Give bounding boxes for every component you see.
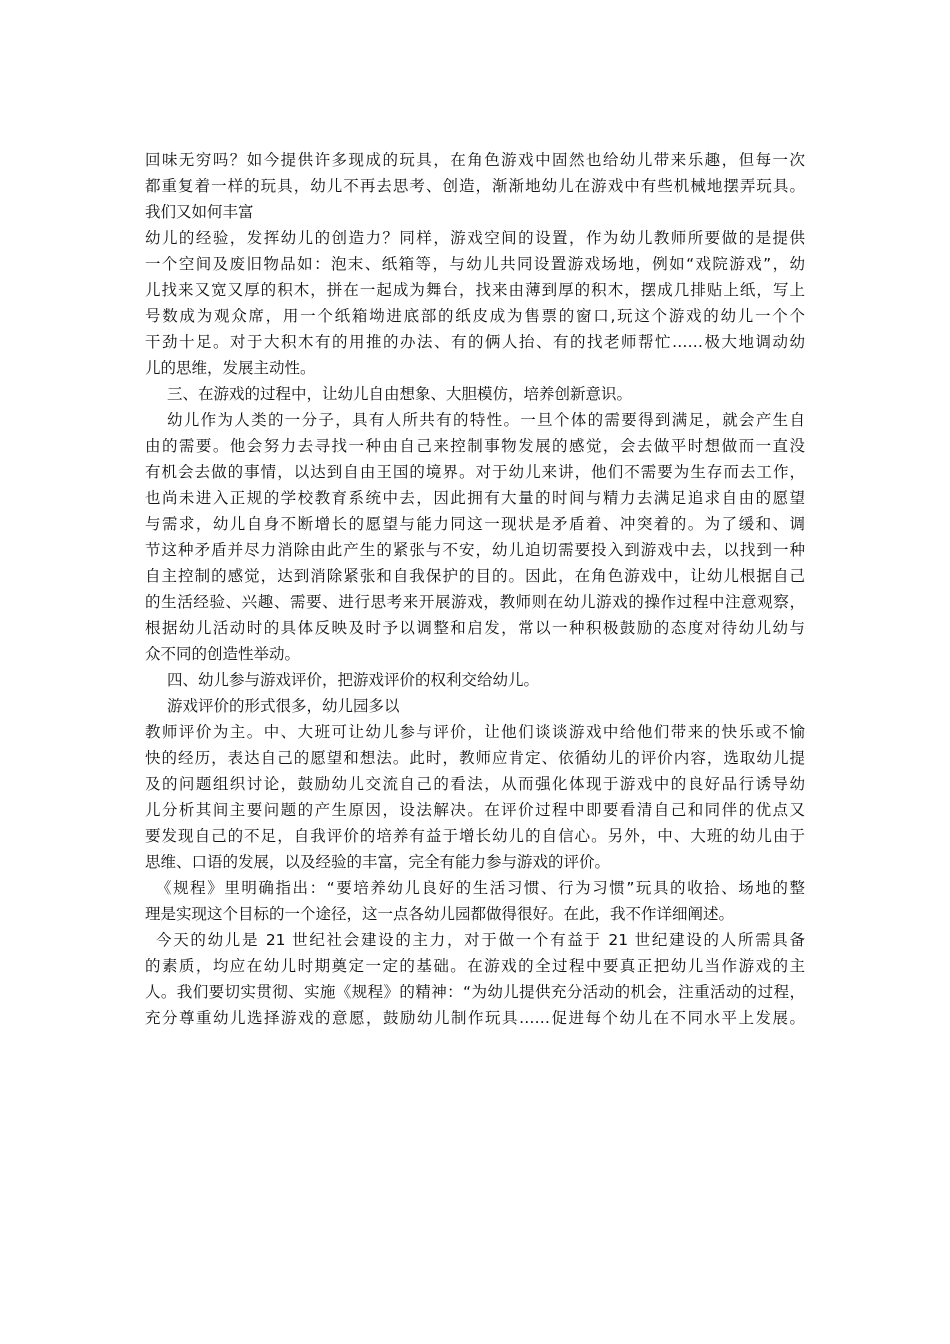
body-text bbox=[145, 147, 805, 1031]
text-line: 号数成为观众席，用一个纸箱坳进底部的纸皮成为售票的窗口,玩这个游戏的幼儿一个个 bbox=[145, 307, 805, 325]
text-line: 三、在游戏的过程中，让幼儿自由想象、大胆模仿，培养创新意识。 bbox=[167, 385, 633, 403]
text-line: 《规程》里明确指出：“要培养幼儿良好的生活习惯、行为习惯”玩具的收拾、场地的整 bbox=[156, 879, 805, 897]
text-line: 要发现自己的不足，自我评价的培养有益于增长幼儿的自信心。另外，中、大班的幼儿由于 bbox=[145, 827, 805, 845]
text-line: 四、幼儿参与游戏评价，把游戏评价的权利交给幼儿。 bbox=[167, 671, 540, 689]
text-line: 游戏评价的形式很多，幼儿园多以 bbox=[167, 697, 400, 715]
text-line: 也尚未进入正规的学校教育系统中去，因此拥有大量的时间与精力去满足追求自由的愿望 bbox=[145, 489, 805, 507]
text-line: 思维、口语的发展，以及经验的丰富，完全有能力参与游戏的评价。 bbox=[145, 853, 611, 871]
text-line: 的素质，均应在幼儿时期奠定一定的基础。在游戏的全过程中要真正把幼儿当作游戏的主 bbox=[145, 957, 805, 975]
text-line: 快的经历，表达自己的愿望和想法。此时，教师应肯定、依循幼儿的评价内容，选取幼儿提 bbox=[145, 749, 805, 767]
text-line: 我们又如何丰富 bbox=[145, 203, 254, 221]
text-line: 自主控制的感觉，达到消除紧张和自我保护的目的。因此，在角色游戏中，让幼儿根据自己 bbox=[145, 567, 805, 585]
text-line: 人。我们要切实贯彻、实施《规程》的精神：“为幼儿提供充分活动的机会，注重活动的过程， bbox=[145, 983, 805, 1001]
text-line: 有机会去做的事情，以达到自由王国的境界。对于幼儿来讲，他们不需要为生存而去工作， bbox=[145, 463, 805, 481]
text-line: 根据幼儿活动时的具体反映及时予以调整和启发，常以一种积极鼓励的态度对待幼儿幼与 bbox=[145, 619, 805, 637]
text-line: 由的需要。他会努力去寻找一种由自己来控制事物发展的感觉，会去做平时想做而一直没 bbox=[145, 437, 805, 455]
text-line: 与需求，幼儿自身不断增长的愿望与能力同这一现状是矛盾着、冲突着的。为了缓和、调 bbox=[145, 515, 805, 533]
text-line: 儿找来又宽又厚的积木，拼在一起成为舞台，找来由薄到厚的积木，摆成几排贴上纸，写上 bbox=[145, 281, 805, 299]
text-line: 都重复着一样的玩具，幼儿不再去思考、创造，渐渐地幼儿在游戏中有些机械地摆弄玩具。 bbox=[145, 177, 805, 195]
text-line: 幼儿的经验，发挥幼儿的创造力？同样，游戏空间的设置，作为幼儿教师所要做的是提供 bbox=[145, 229, 805, 247]
text-line: 教师评价为主。中、大班可让幼儿参与评价，让他们谈谈游戏中给他们带来的快乐或不愉 bbox=[145, 723, 805, 741]
text-line: 理是实现这个目标的一个途径，这一点各幼儿园都做得很好。在此，我不作详细阐述。 bbox=[145, 905, 735, 923]
text-line: 及的问题组织讨论，鼓励幼儿交流自己的看法，从而强化体现于游戏中的良好品行诱导幼 bbox=[145, 775, 805, 793]
text-line: 回味无穷吗？如今提供许多现成的玩具，在角色游戏中固然也给幼儿带来乐趣，但每一次 bbox=[145, 151, 805, 169]
text-line: 干劲十足。对于大积木有的用推的办法、有的俩人抬、有的找老师帮忙……极大地调动幼 bbox=[145, 333, 805, 351]
text-line: 的生活经验、兴趣、需要、进行思考来开展游戏，教师则在幼儿游戏的操作过程中注意观察， bbox=[145, 593, 805, 611]
text-line: 幼儿作为人类的一分子，具有人所共有的特性。一旦个体的需要得到满足，就会产生自 bbox=[167, 411, 805, 429]
text-line: 众不同的创造性举动。 bbox=[145, 645, 301, 663]
text-line: 儿的思维，发展主动性。 bbox=[145, 359, 316, 377]
text-line: 今天的幼儿是 21 世纪社会建设的主力，对于做一个有益于 21 世纪建设的人所需具备 bbox=[156, 931, 805, 949]
text-line: 儿分析其间主要问题的产生原因，设法解决。在评价过程中即要看清自己和同伴的优点又 bbox=[145, 801, 805, 819]
text-line: 充分尊重幼儿选择游戏的意愿，鼓励幼儿制作玩具……促进每个幼儿在不同水平上发展。 bbox=[145, 1009, 805, 1027]
text-line: 节这种矛盾并尽力消除由此产生的紧张与不安，幼儿迫切需要投入到游戏中去，以找到一种 bbox=[145, 541, 805, 559]
text-line: 一个空间及废旧物品如：泡末、纸箱等，与幼儿共同设置游戏场地，例如“戏院游戏”，幼 bbox=[145, 255, 805, 273]
